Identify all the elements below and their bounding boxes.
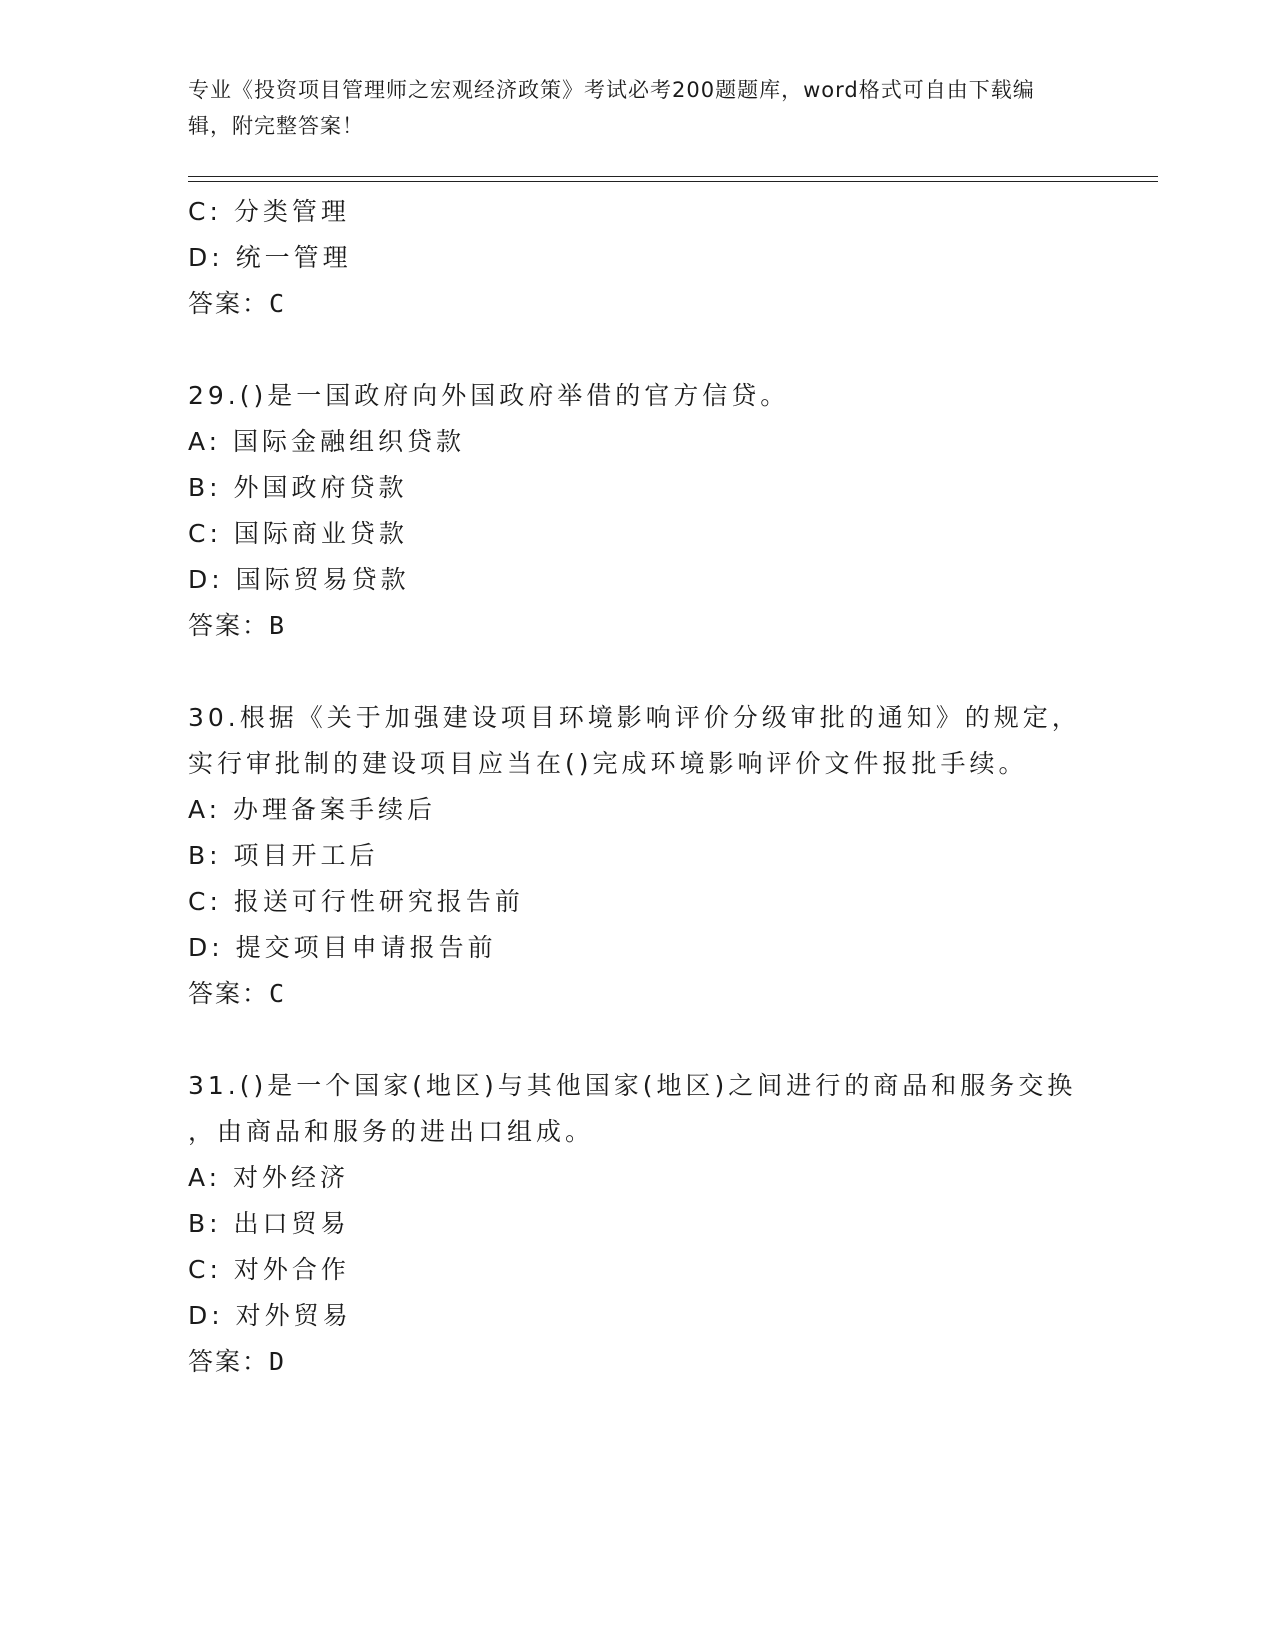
question-stem: 31.()是一个国家(地区)与其他国家(地区)之间进行的商品和服务交换 [188, 1071, 1077, 1100]
answer-line: 答案：C [188, 979, 287, 1008]
option-a: A: 办理备案手续后 [188, 795, 437, 824]
option-c: C: 分类管理 [188, 197, 350, 226]
option-b: B: 外国政府贷款 [188, 473, 408, 502]
answer-line: 答案：D [188, 1347, 287, 1376]
spacer [188, 649, 1088, 695]
option-b: B: 项目开工后 [188, 841, 379, 870]
option-d: D: 国际贸易贷款 [188, 565, 410, 594]
option-c: C: 报送可行性研究报告前 [188, 887, 524, 916]
question-stem: 29.()是一国政府向外国政府举借的官方信贷。 [188, 381, 790, 410]
option-d: D: 提交项目申请报告前 [188, 933, 497, 962]
option-b: B: 出口贸易 [188, 1209, 350, 1238]
answer-line: 答案：B [188, 611, 287, 640]
question-list [188, 189, 1088, 1385]
spacer [188, 327, 1088, 373]
question-stem: 30.根据《关于加强建设项目环境影响评价分级审批的通知》的规定， [188, 703, 1081, 732]
answer-line: 答案：C [188, 289, 287, 318]
header-double-rule [188, 176, 1158, 182]
option-d: D: 对外贸易 [188, 1301, 352, 1330]
spacer [188, 1017, 1088, 1063]
question-stem-continued: 实行审批制的建设项目应当在()完成环境影响评价文件报批手续。 [188, 749, 1028, 778]
option-c: C: 对外合作 [188, 1255, 350, 1284]
option-d: D: 统一管理 [188, 243, 352, 272]
option-a: A: 国际金融组织贷款 [188, 427, 466, 456]
option-c: C: 国际商业贷款 [188, 519, 408, 548]
question-stem-continued: ，由商品和服务的进出口组成。 [188, 1117, 595, 1146]
option-a: A: 对外经济 [188, 1163, 350, 1192]
document-intro: 专业《投资项目管理师之宏观经济政策》考试必考200题题库，word格式可自由下载编辑，附完整答案！ [188, 78, 1035, 138]
